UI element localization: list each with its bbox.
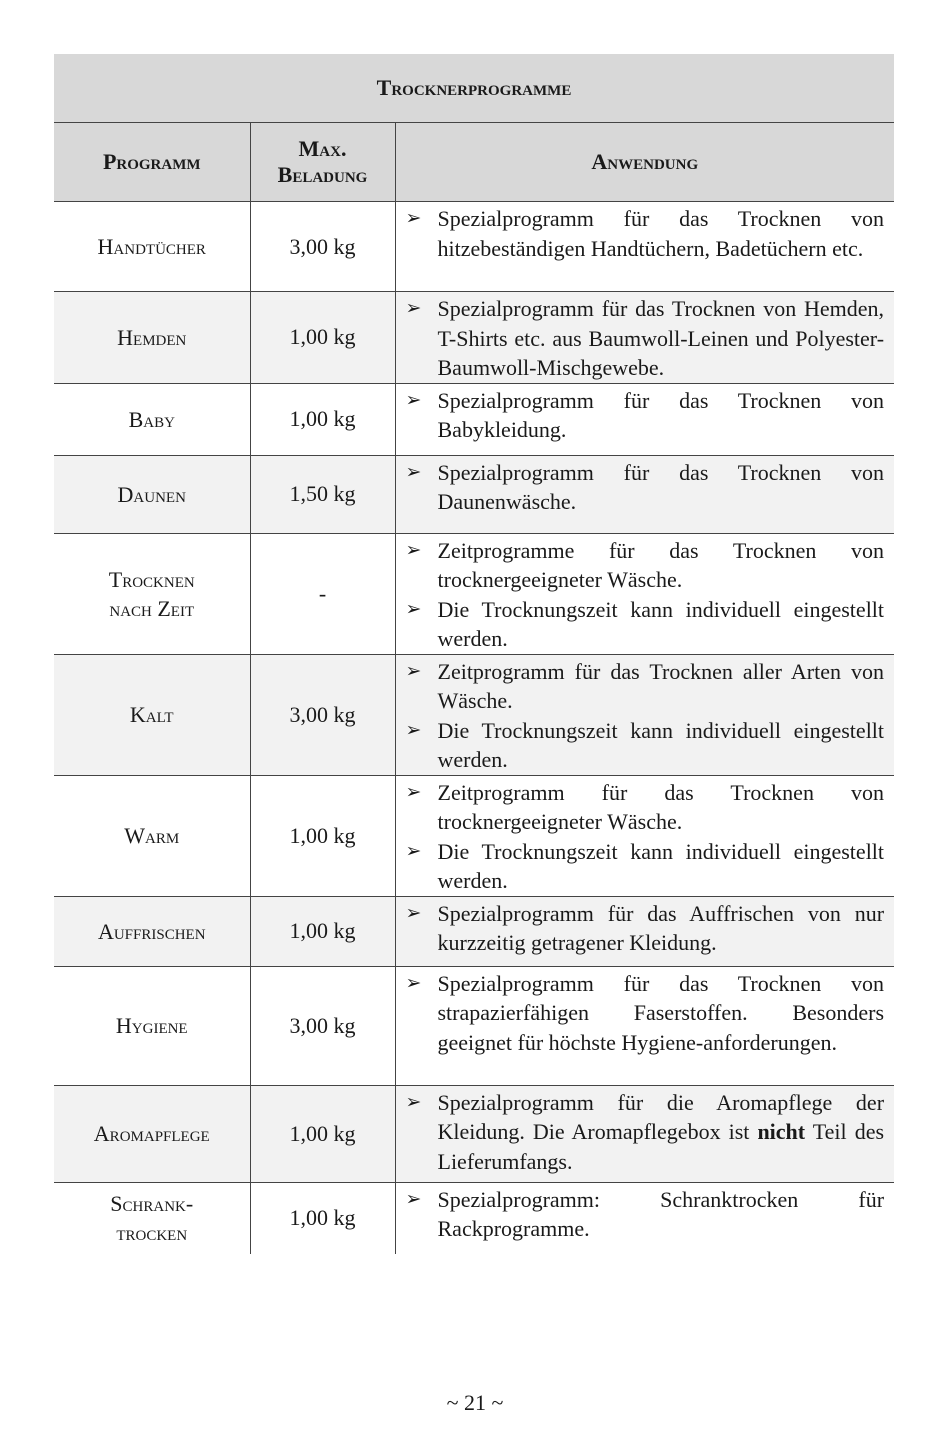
usage-bullet: [406, 294, 885, 383]
usage-text: [438, 386, 885, 445]
program-name-line: Schrank-: [110, 1191, 194, 1217]
arrowhead-bullet-icon: ➢: [405, 1187, 422, 1210]
program-name-line: nach Zeit: [109, 595, 195, 621]
usage-text: [438, 536, 885, 595]
usage-text: [438, 595, 885, 654]
header-max-load-line2: Beladung: [277, 162, 368, 187]
usage-text-part: Spezialprogramm für das Trocknen von Hemden, T-Shirts etc. aus Baumwoll-Leinen und Polyester-Baumwoll-Mischgewebe.: [437, 296, 885, 380]
program-name-line: Trocknen: [108, 566, 195, 592]
max-load: 1,50 kg: [250, 455, 395, 533]
table-row: [54, 383, 894, 455]
arrowhead-bullet-icon: ➢: [405, 207, 422, 229]
max-load: 3,00 kg: [250, 654, 395, 775]
max-load: 1,00 kg: [250, 1182, 395, 1254]
program-name: [54, 383, 250, 455]
usage-text: [438, 837, 885, 896]
table-row: [54, 654, 894, 775]
header-max-load-line1: Max.: [298, 136, 347, 161]
usage-bullet: [406, 1088, 885, 1177]
program-name-line: Daunen: [117, 481, 186, 507]
table-row: [54, 1182, 894, 1254]
usage-cell: [395, 383, 894, 455]
usage-text-part: Die Trocknungszeit kann individuell eingestellt werden.: [437, 596, 885, 651]
program-name-line: Auffrischen: [97, 918, 206, 944]
usage-bullet: [406, 595, 885, 654]
usage-text: [438, 1088, 885, 1177]
usage-text-part: Spezialprogramm für das Trocknen von strapazierfähigen Faserstoffen. Besonders geeignet für höchste Hygiene-anforderungen.: [437, 970, 885, 1055]
program-name: [54, 966, 250, 1085]
usage-text: [438, 1185, 885, 1244]
usage-text-part: Spezialprogramm: Schranktrocken für Rackprogramme.: [437, 1186, 885, 1241]
usage-text-part: Die Trocknungszeit kann individuell eingestellt werden.: [437, 717, 885, 772]
usage-bullet: [406, 899, 885, 958]
program-name: [54, 1182, 250, 1254]
program-name-line: Aromapflege: [93, 1121, 210, 1146]
header-program: Programm: [54, 123, 250, 202]
usage-cell: [395, 775, 894, 896]
usage-bullet: [406, 778, 885, 837]
usage-cell: [395, 1085, 894, 1182]
table-row: [54, 292, 894, 384]
usage-text-part: Zeitprogramme für das Trocknen von trocknergeeigneter Wäsche.: [437, 537, 885, 592]
program-name: [54, 455, 250, 533]
usage-bullet: [406, 536, 885, 595]
table-row: [54, 775, 894, 896]
usage-text: [438, 716, 885, 775]
usage-cell: [395, 966, 894, 1085]
arrowhead-bullet-icon: ➢: [405, 388, 422, 411]
arrowhead-bullet-icon: ➢: [405, 901, 422, 924]
program-name: [54, 292, 250, 384]
arrowhead-bullet-icon: ➢: [405, 659, 422, 682]
usage-cell: [395, 455, 894, 533]
usage-text: [438, 899, 885, 958]
usage-bullet: [406, 716, 885, 775]
program-name: [54, 202, 250, 292]
program-name: [54, 775, 250, 896]
arrowhead-bullet-icon: ➢: [405, 460, 422, 483]
usage-text-part: Zeitprogramm für das Trocknen aller Arten von Wäsche.: [437, 658, 885, 713]
usage-text-part: Die Trocknungszeit kann individuell eingestellt werden.: [437, 838, 885, 893]
max-load: 1,00 kg: [250, 896, 395, 966]
usage-bullet: [406, 458, 885, 517]
usage-text-part: Spezialprogramm für das Trocknen von Babykleidung.: [437, 387, 885, 442]
usage-text: [438, 778, 885, 837]
table-row: [54, 1085, 894, 1182]
table-title: Trocknerprogramme: [54, 54, 894, 123]
emphasis-text: nicht: [757, 1119, 806, 1144]
usage-bullet: [406, 657, 885, 716]
usage-text-part: Spezialprogramm für die Aromapflege der Kleidung. Die Aromapflegebox ist: [437, 1089, 885, 1144]
usage-text: [438, 204, 885, 263]
table-row: [54, 202, 894, 292]
usage-text-part: Spezialprogramm für das Trocknen von Daunenwäsche.: [437, 459, 885, 514]
arrowhead-bullet-icon: ➢: [405, 780, 422, 803]
usage-cell: [395, 533, 894, 654]
max-load: -: [250, 533, 395, 654]
usage-bullet: [406, 837, 885, 896]
header-max-load: [250, 123, 395, 202]
program-name: [54, 896, 250, 966]
table-row: [54, 966, 894, 1085]
program-name-line: trocken: [116, 1220, 188, 1246]
arrowhead-bullet-icon: ➢: [405, 971, 422, 994]
page-number: ~ 21 ~: [446, 1390, 504, 1415]
table-row: [54, 896, 894, 966]
arrowhead-bullet-icon: ➢: [405, 538, 422, 561]
program-name: [54, 533, 250, 654]
usage-bullet: [406, 969, 885, 1058]
usage-cell: [395, 896, 894, 966]
usage-cell: [395, 292, 894, 384]
program-name-line: Hemden: [117, 324, 187, 350]
usage-cell: [395, 202, 894, 292]
arrowhead-bullet-icon: ➢: [405, 297, 422, 319]
arrowhead-bullet-icon: ➢: [405, 718, 422, 741]
usage-cell: [395, 1182, 894, 1254]
table-row: [54, 533, 894, 654]
program-name-line: Warm: [124, 823, 180, 848]
usage-text: [438, 969, 885, 1058]
usage-text: [438, 458, 885, 517]
usage-text-part: Zeitprogramm für das Trocknen von trocknergeeigneter Wäsche.: [437, 779, 885, 834]
max-load: 3,00 kg: [250, 966, 395, 1085]
usage-text-part: Spezialprogramm für das Trocknen von hitzebeständigen Handtüchern, Badetüchern etc.: [437, 206, 885, 261]
usage-text: [438, 294, 885, 383]
max-load: 1,00 kg: [250, 383, 395, 455]
usage-text-part: Teil des Lieferumfangs.: [437, 1119, 885, 1174]
usage-bullet: [406, 386, 885, 445]
header-usage: Anwendung: [395, 123, 894, 202]
usage-bullet: [406, 204, 885, 263]
usage-bullet: [406, 1185, 885, 1244]
program-name: [54, 1085, 250, 1182]
usage-text: [438, 657, 885, 716]
max-load: 1,00 kg: [250, 1085, 395, 1182]
arrowhead-bullet-icon: ➢: [405, 839, 422, 862]
program-name-line: Kalt: [129, 702, 174, 727]
max-load: 1,00 kg: [250, 292, 395, 384]
program-name: [54, 654, 250, 775]
dryer-programs-table: [54, 54, 894, 1254]
arrowhead-bullet-icon: ➢: [405, 597, 422, 620]
max-load: 3,00 kg: [250, 202, 395, 292]
program-name-line: Hygiene: [115, 1013, 188, 1038]
program-name-line: Handtücher: [97, 234, 206, 259]
program-name-line: Baby: [128, 406, 175, 432]
usage-text-part: Spezialprogramm für das Auffrischen von nur kurzzeitig getragener Kleidung.: [437, 900, 885, 955]
usage-cell: [395, 654, 894, 775]
arrowhead-bullet-icon: ➢: [405, 1090, 422, 1113]
max-load: 1,00 kg: [250, 775, 395, 896]
table-row: [54, 455, 894, 533]
